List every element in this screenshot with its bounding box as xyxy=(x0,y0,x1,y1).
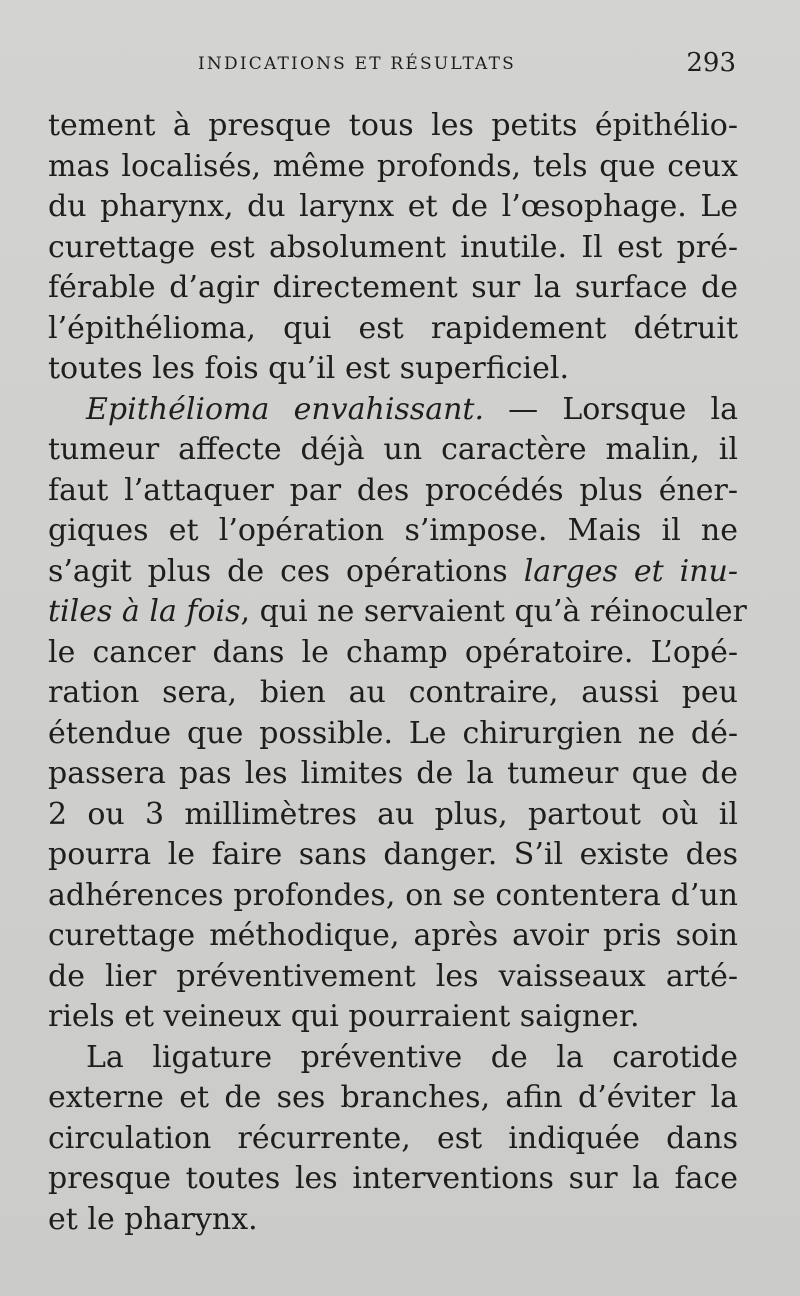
text-line: curettage est absolument inutile. Il est pré- xyxy=(48,229,738,265)
italic-phrase: larges et inu- xyxy=(523,553,739,589)
text-line: pourra le faire sans danger. S’il existe des xyxy=(48,837,738,872)
text-line: circulation récurrente, est indiquée dans xyxy=(48,1120,738,1156)
text-line: La ligature préventive de la carotide xyxy=(86,1039,738,1075)
text-line: de lier préventivement les vaisseaux arté- xyxy=(48,958,738,994)
paragraph-2 xyxy=(48,390,747,1038)
running-title: INDICATIONS ET RÉSULTATS xyxy=(198,54,516,74)
text-line: l’épithélioma, qui est rapidement détruit xyxy=(48,310,738,346)
text-line: mas localisés, même profonds, tels que ceux xyxy=(48,148,738,184)
text-line: adhérences profondes, on se contentera d’un xyxy=(48,877,738,913)
text-line: faut l’attaquer par des procédés plus éner- xyxy=(48,472,738,508)
italic-heading: Epithélioma envahissant. xyxy=(86,391,484,427)
text-line: tement à presque tous les petits épithélio- xyxy=(48,108,738,143)
text-line: tumeur affecte déjà un caractère malin, il xyxy=(48,432,738,467)
text-line: 2 ou 3 millimètres au plus, partout où il xyxy=(48,796,738,832)
text-line: férable d’agir directement sur la surface de xyxy=(48,270,738,305)
text-line: du pharynx, du larynx et de l’œsophage. Le xyxy=(48,189,738,224)
line-segment: s’agit plus de ces opérations xyxy=(48,553,524,589)
page-number: 293 xyxy=(686,48,736,78)
text-line: ration sera, bien au contraire, aussi peu xyxy=(48,675,738,710)
text-line: curettage méthodique, après avoir pris soin xyxy=(48,918,738,953)
running-head xyxy=(48,48,736,78)
text-line: toutes les fois qu’il est superficiel. xyxy=(48,351,569,386)
line-segment: , qui ne servaient qu’à réinoculer xyxy=(240,594,747,629)
paragraph-1 xyxy=(48,106,738,390)
text-line: riels et veineux qui pourraient saigner. xyxy=(48,999,640,1034)
text-line xyxy=(48,390,738,431)
paragraph-3 xyxy=(48,1038,738,1241)
text-line: étendue que possible. Le chirurgien ne dé- xyxy=(48,715,738,751)
text-line: le cancer dans le champ opératoire. L’opé- xyxy=(48,634,738,670)
text-line: passera pas les limites de la tumeur que de xyxy=(48,756,738,791)
text-line: et le pharynx. xyxy=(48,1201,258,1237)
text-line: presque toutes les interventions sur la face xyxy=(48,1161,738,1196)
text-line xyxy=(48,592,747,633)
lead-rest: — Lorsque la xyxy=(484,391,738,427)
text-line xyxy=(48,552,738,593)
text-line: giques et l’opération s’impose. Mais il ne xyxy=(48,513,738,548)
body-text xyxy=(48,106,747,1240)
italic-phrase: tiles à la fois xyxy=(48,594,241,629)
text-line: externe et de ses branches, afin d’éviter la xyxy=(48,1080,738,1115)
